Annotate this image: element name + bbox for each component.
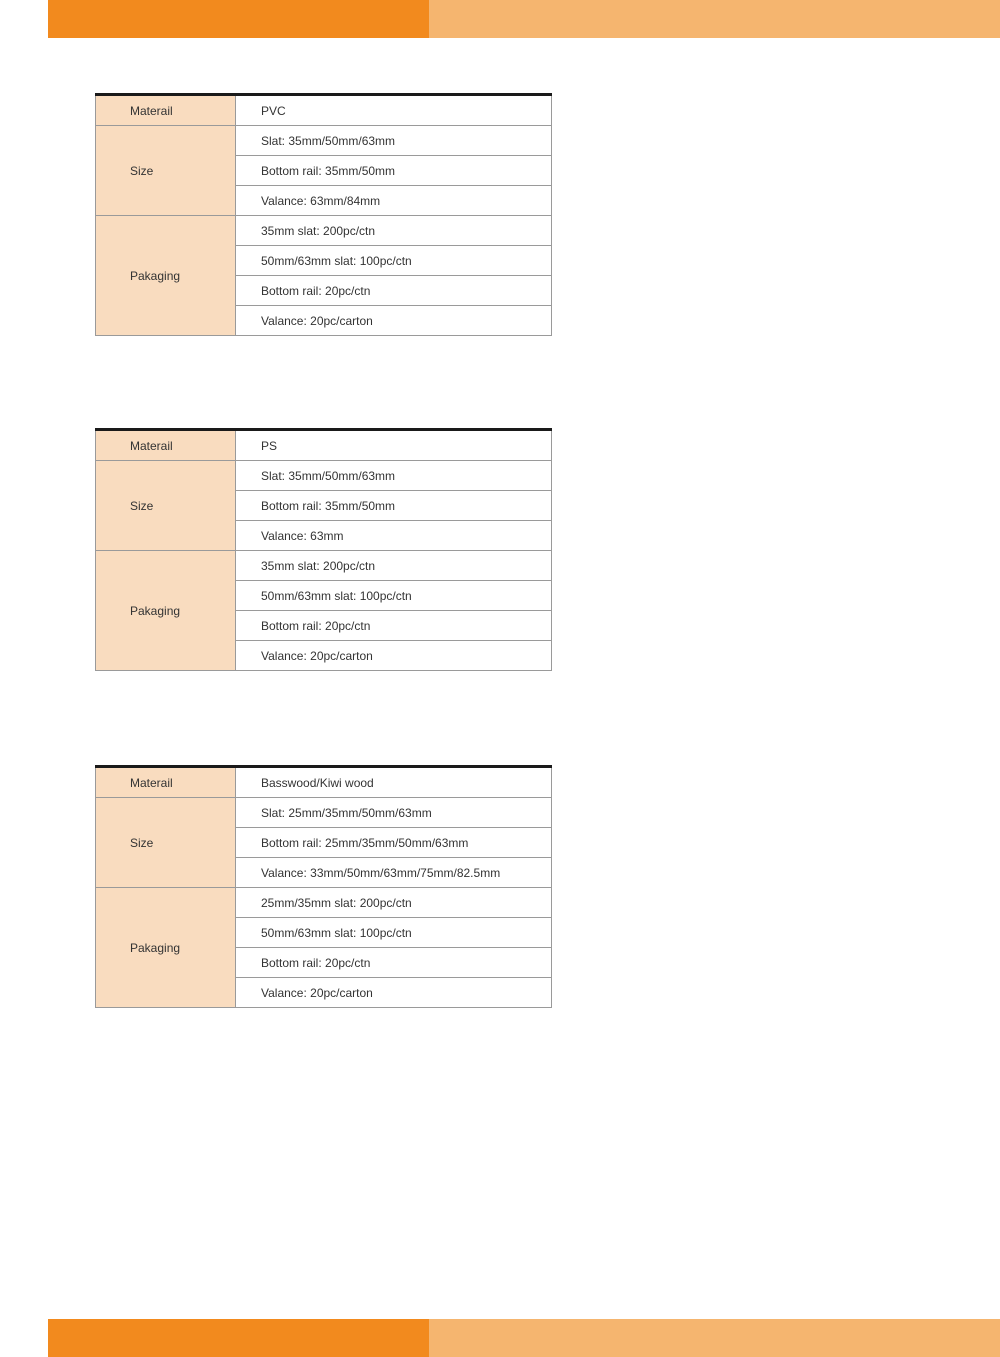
material-label: Materail xyxy=(96,430,236,461)
material-value: Basswood/Kiwi wood xyxy=(236,767,552,798)
table-row xyxy=(96,767,552,798)
table-row xyxy=(96,95,552,126)
material-label: Materail xyxy=(96,95,236,126)
packaging-value: 50mm/63mm slat: 100pc/ctn xyxy=(236,581,552,611)
packaging-value: Valance: 20pc/carton xyxy=(236,641,552,671)
packaging-value: Bottom rail: 20pc/ctn xyxy=(236,948,552,978)
size-label: Size xyxy=(96,126,236,216)
bottom-color-band xyxy=(48,1319,1000,1357)
table-row xyxy=(96,888,552,918)
packaging-value: 50mm/63mm slat: 100pc/ctn xyxy=(236,918,552,948)
table-row xyxy=(96,461,552,491)
packaging-label: Pakaging xyxy=(96,216,236,336)
top-band-dark-segment xyxy=(48,0,429,38)
packaging-value: 35mm slat: 200pc/ctn xyxy=(236,551,552,581)
spec-table-ps xyxy=(95,428,552,671)
table-row xyxy=(96,430,552,461)
size-label: Size xyxy=(96,461,236,551)
packaging-value: 50mm/63mm slat: 100pc/ctn xyxy=(236,246,552,276)
size-value: Bottom rail: 25mm/35mm/50mm/63mm xyxy=(236,828,552,858)
bottom-band-light-segment xyxy=(429,1319,1000,1357)
size-value: Valance: 33mm/50mm/63mm/75mm/82.5mm xyxy=(236,858,552,888)
size-value: Slat: 25mm/35mm/50mm/63mm xyxy=(236,798,552,828)
packaging-value: Bottom rail: 20pc/ctn xyxy=(236,611,552,641)
table-row xyxy=(96,551,552,581)
packaging-label: Pakaging xyxy=(96,551,236,671)
table-row xyxy=(96,798,552,828)
top-color-band xyxy=(48,0,1000,38)
table-row xyxy=(96,216,552,246)
top-band-light-segment xyxy=(429,0,1000,38)
table-row xyxy=(96,126,552,156)
spec-table-pvc xyxy=(95,93,552,336)
size-value: Valance: 63mm xyxy=(236,521,552,551)
size-value: Bottom rail: 35mm/50mm xyxy=(236,491,552,521)
size-value: Slat: 35mm/50mm/63mm xyxy=(236,126,552,156)
size-value: Valance: 63mm/84mm xyxy=(236,186,552,216)
size-value: Slat: 35mm/50mm/63mm xyxy=(236,461,552,491)
bottom-band-dark-segment xyxy=(48,1319,429,1357)
material-value: PVC xyxy=(236,95,552,126)
packaging-value: Bottom rail: 20pc/ctn xyxy=(236,276,552,306)
material-label: Materail xyxy=(96,767,236,798)
material-value: PS xyxy=(236,430,552,461)
size-value: Bottom rail: 35mm/50mm xyxy=(236,156,552,186)
size-label: Size xyxy=(96,798,236,888)
packaging-value: 35mm slat: 200pc/ctn xyxy=(236,216,552,246)
packaging-label: Pakaging xyxy=(96,888,236,1008)
packaging-value: Valance: 20pc/carton xyxy=(236,306,552,336)
packaging-value: 25mm/35mm slat: 200pc/ctn xyxy=(236,888,552,918)
packaging-value: Valance: 20pc/carton xyxy=(236,978,552,1008)
spec-table-basswood xyxy=(95,765,552,1008)
